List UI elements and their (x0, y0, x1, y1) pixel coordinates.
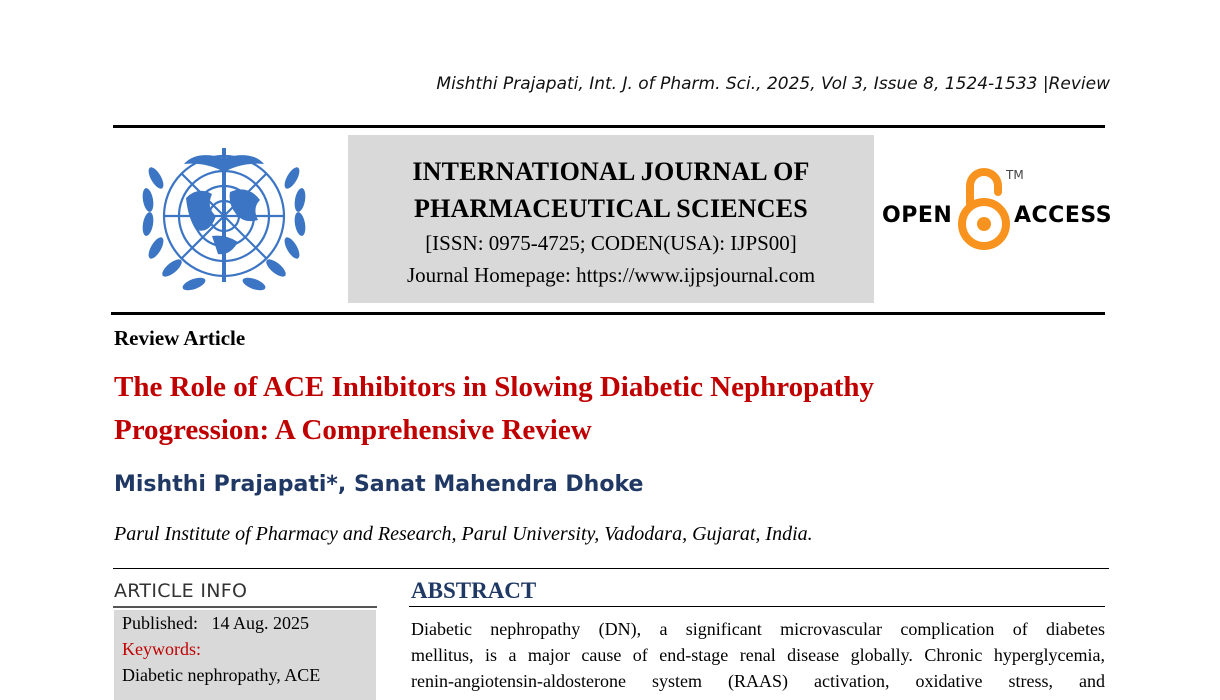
open-word: OPEN (882, 203, 953, 228)
section-divider (113, 568, 1109, 569)
journal-title (348, 153, 874, 227)
section-label: Review Article (114, 326, 246, 350)
abstract-line: renin-angiotensin-aldosterone system (RAAS) activation, oxidative stress, and (411, 671, 1105, 691)
open-access-logo (882, 166, 1113, 252)
journal-title-box (348, 135, 874, 303)
article-title-line2: Progression: A Comprehensive Review (114, 414, 592, 446)
abstract-line: Diabetic nephropathy (DN), a significant microvascular complication of diabetes (411, 619, 1105, 639)
abstract-rule (409, 606, 1105, 607)
article-title (114, 366, 1014, 452)
journal-homepage: Journal Homepage: https://www.ijpsjournal.com (406, 263, 816, 287)
journal-title-line2: PHARMACEUTICAL SCIENCES (414, 194, 808, 223)
globe-caduceus-emblem-icon (126, 138, 322, 304)
published-row (114, 610, 376, 636)
abstract-line: mellitus, is a major cause of end-stage renal disease globally. Chronic hyperglycemia, (411, 645, 1105, 665)
article-info-rule (113, 606, 377, 608)
masthead-bottom-rule (111, 312, 1105, 315)
keywords-value: Diabetic nephropathy, ACE (122, 665, 321, 685)
author-list: Mishthi Prajapati*, Sanat Mahendra Dhoke (114, 472, 644, 497)
abstract-body (411, 616, 1105, 694)
open-access-lock-icon (956, 166, 1012, 252)
top-rule (113, 125, 1105, 128)
keywords-label: Keywords: (122, 639, 201, 659)
article-title-line1: The Role of ACE Inhibitors in Slowing Diabetic Nephropathy (114, 371, 875, 403)
journal-issn: [ISSN: 0975-4725; CODEN(USA): IJPS00] (425, 231, 797, 255)
affiliation: Parul Institute of Pharmacy and Research, Parul University, Vadodara, Gujarat, India. (114, 523, 813, 545)
running-header: Mishthi Prajapati, Int. J. of Pharm. Sci., 2025, Vol 3, Issue 8, 1524-1533 |Review (436, 74, 1110, 94)
trademark-mark: TM (1006, 168, 1024, 182)
article-info-box (114, 610, 376, 700)
journal-title-line1: INTERNATIONAL JOURNAL OF (412, 157, 810, 186)
abstract-heading: ABSTRACT (411, 578, 537, 603)
journal-logo (126, 138, 322, 304)
published-value: 14 Aug. 2025 (211, 613, 310, 633)
article-info-heading: ARTICLE INFO (114, 580, 248, 602)
access-word: ACCESS (1014, 203, 1113, 228)
published-label: Published: (122, 613, 199, 633)
